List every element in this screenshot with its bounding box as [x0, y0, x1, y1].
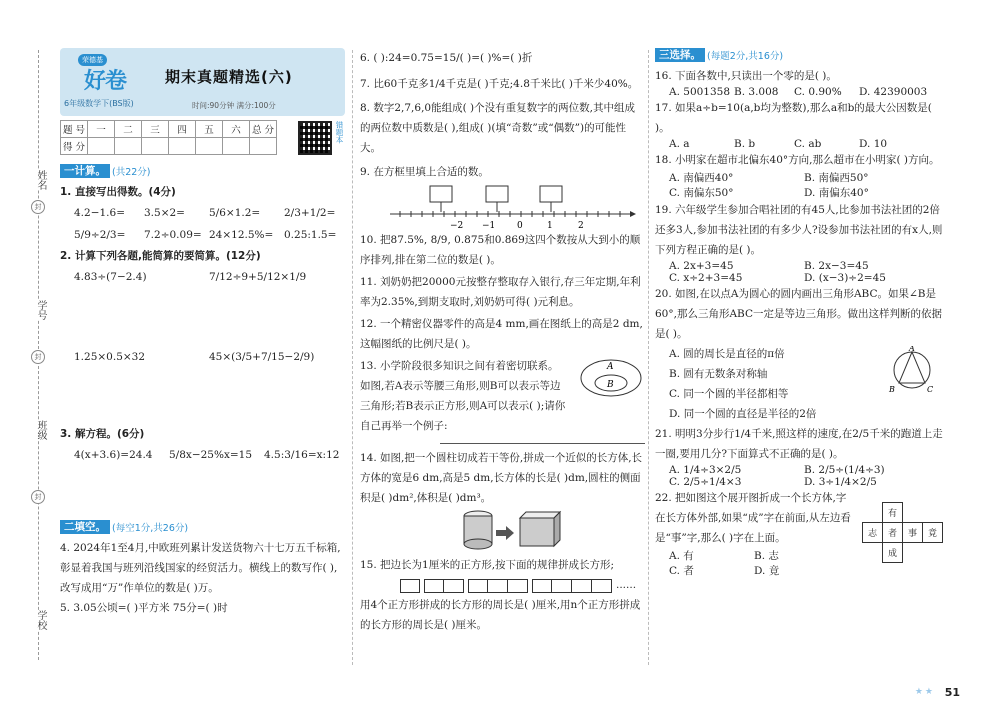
q3-row	[60, 444, 345, 514]
net-cell: 有	[883, 503, 903, 523]
option[interactable]: C. 2/5÷1/4×3	[669, 476, 742, 488]
option[interactable]: D. (x−3)÷2=45	[804, 272, 886, 284]
q21-options	[655, 464, 945, 476]
section-note: (共22分)	[112, 167, 151, 178]
binding-dot: 封	[31, 490, 45, 504]
tick-marks	[400, 211, 620, 217]
pattern-ellipsis: ......	[616, 579, 637, 591]
binding-school-label: 学校	[28, 610, 48, 630]
section-note: (每空1分,共26分)	[112, 523, 189, 534]
score-header-cell: 题 号	[61, 121, 88, 138]
score-header-cell: 三	[142, 121, 169, 138]
q17-options	[655, 138, 945, 150]
score-cell[interactable]	[169, 138, 196, 155]
number-line	[380, 184, 645, 230]
question-13: 13. 小学阶段很多知识之间有着密切联系。如图,若A表示等腰三角形,则B可以表示等边三角形;若B表示正方形,则A可以表示( );请你自己再举一个例子:	[360, 360, 566, 432]
option[interactable]: D. 42390003	[859, 86, 928, 98]
option[interactable]: C. 同一个圆的半径都相等	[669, 388, 789, 400]
question-12: 12. 一个精密仪器零件的高是4 mm,画在图纸上的高是2 dm,这幅图纸的比例尺是( )。	[360, 318, 643, 350]
tick-label: 0	[517, 221, 523, 230]
pattern-3	[468, 579, 528, 593]
question-9: 9. 在方框里填上合适的数。	[360, 166, 489, 178]
option[interactable]: A. 5001358	[669, 86, 731, 98]
section-choice-header	[655, 48, 945, 62]
option[interactable]: C. 南偏东50°	[669, 187, 734, 199]
grade-label: 6年级数学下(BS版)	[64, 99, 134, 108]
binding-class-label: 班级	[28, 420, 48, 440]
binding-name-label: 姓名	[28, 170, 48, 190]
q1-row	[60, 202, 345, 224]
section-note: (每题2分,共16分)	[707, 51, 784, 62]
q1-item: 7.2÷0.09=	[144, 229, 202, 241]
score-area	[60, 120, 345, 158]
brand-logo	[66, 54, 138, 98]
answer-box	[540, 186, 562, 202]
venn-diagram	[579, 358, 643, 398]
score-header-cell: 五	[196, 121, 223, 138]
option[interactable]: B. 圆有无数条对称轴	[669, 368, 768, 380]
arrow-icon	[496, 526, 514, 540]
question-13-wrap	[360, 356, 645, 444]
question-22: 22. 把如图这个展开图折成一个长方体,字在长方体外部,如果“成”字在前面,从左边看是“事”字,那么( )字在上面。	[655, 492, 851, 544]
pattern-2	[424, 579, 464, 593]
point-label: C	[927, 385, 934, 394]
q2-row	[60, 346, 345, 424]
question-10: 10. 把87.5%, 8/9, 0.875和0.869这四个数按从大到小的顺序排列,排在第二位的数是( )。	[360, 234, 641, 266]
point-label: B	[889, 385, 895, 394]
option[interactable]: D. 南偏东40°	[804, 187, 869, 199]
venn-label-a: A	[607, 362, 614, 372]
venn-label-b: B	[607, 380, 614, 390]
question-6: 6. ( ):24=0.75=15/( )=( )%=( )折	[360, 52, 533, 64]
page-title: 期末真题精选(六)	[165, 68, 293, 86]
question-22-wrap	[655, 488, 945, 578]
binding-number-label: 学号	[28, 300, 48, 320]
q1-item: 5/6×1.2=	[209, 207, 261, 219]
option[interactable]: C. ab	[794, 138, 822, 150]
qr-code-icon[interactable]	[298, 121, 332, 155]
q19-options	[655, 272, 945, 284]
column-divider	[352, 50, 353, 665]
question-3: 3. 解方程。(6分)	[60, 428, 145, 440]
publisher-badge: 荣德基	[78, 54, 107, 66]
question-2: 2. 计算下列各题,能简算的要简算。(12分)	[60, 250, 261, 262]
net-cell: 竟	[923, 523, 943, 543]
option[interactable]: B. b	[734, 138, 756, 150]
qr-label: 错题本	[335, 121, 344, 144]
option[interactable]: A. 2x+3=45	[669, 260, 734, 272]
q18-options	[655, 170, 945, 185]
question-8: 8. 数字2,7,6,0能组成( )个没有重复数字的两位数,其中组成的两位数中质数是( ),组成( )(填“奇数”或“偶数”)的可能性大。	[360, 102, 635, 154]
section-tag: 一计算。	[60, 164, 110, 178]
tick-label: −2	[450, 221, 464, 230]
answer-box	[430, 186, 452, 202]
q2-item: 45×(3/5+7/15−2/9)	[209, 351, 315, 363]
question-21: 21. 明明3分步行1/4千米,照这样的速度,在2/5千米的跑道上走一圈,要用几分?下面算式不正确的是( )。	[655, 428, 943, 460]
q2-item: 7/12÷9+5/12×1/9	[209, 271, 307, 283]
score-header-cell: 总 分	[250, 121, 277, 138]
net-cell: 成	[883, 543, 903, 563]
option[interactable]: C. 者	[669, 565, 694, 577]
score-header-cell: 四	[169, 121, 196, 138]
tick-label: 2	[578, 221, 584, 230]
score-cell[interactable]	[223, 138, 250, 155]
q19-options	[655, 260, 945, 272]
section-fill-header	[60, 520, 345, 534]
option[interactable]: D. 同一个圆的直径是半径的2倍	[669, 408, 817, 420]
question-19: 19. 六年级学生参加合唱社团的有45人,比参加书法社团的2倍还多3人,参加书法社团的有多少人?设参加书法社团的有x人,则下列方程正确的是( )。	[655, 204, 943, 256]
question-16: 16. 下面各数中,只读出一个零的是( )。	[655, 70, 837, 82]
score-table	[60, 120, 277, 155]
question-11: 11. 刘奶奶把20000元按整存整取存入银行,存三年定期,年利率为2.35%,到期支取时,刘奶奶可得( )元利息。	[360, 276, 641, 308]
net-cell: 事	[903, 523, 923, 543]
cube-net	[862, 502, 943, 563]
option[interactable]: B. 南偏西50°	[804, 172, 869, 184]
column-2	[360, 48, 645, 635]
tick-label: 1	[547, 221, 553, 230]
question-14: 14. 如图,把一个圆柱切成若干等份,拼成一个近似的长方体,长方体的宽是6 dm,高是5 dm,长方体的长是( )dm,圆柱的侧面积是( )dm²,体积是( )dm³。	[360, 452, 643, 504]
score-header-cell: 二	[115, 121, 142, 138]
option[interactable]: A. 1/4÷3×2/5	[669, 464, 742, 476]
score-header-cell: 六	[223, 121, 250, 138]
option[interactable]: D. 10	[859, 138, 888, 150]
q1-item: 0.25:1.5=	[284, 229, 337, 241]
answer-line[interactable]	[440, 436, 645, 444]
exam-meta: 时间:90分钟 满分:100分	[192, 101, 276, 110]
section-calc-header	[60, 164, 345, 178]
question-18: 18. 小明家在超市北偏东40°方向,那么超市在小明家( )方向。	[655, 154, 940, 166]
option[interactable]: A. 圆的周长是直径的π倍	[669, 348, 785, 360]
q22-options	[655, 563, 945, 578]
column-divider	[648, 50, 649, 665]
option[interactable]: A. 有	[669, 550, 694, 562]
option[interactable]: A. 南偏西40°	[669, 172, 734, 184]
q1-item: 2/3+1/2=	[284, 207, 336, 219]
question-15: 15. 把边长为1厘米的正方形,按下面的规律拼成长方形;	[360, 559, 615, 571]
option[interactable]: B. 2x−3=45	[804, 260, 869, 272]
score-cell[interactable]	[88, 138, 115, 155]
section-tag: 二填空。	[60, 520, 110, 534]
square-pattern	[400, 579, 645, 593]
q2-item: 4.83÷(7−2.4)	[74, 271, 147, 283]
pattern-4	[532, 579, 612, 593]
decorative-stars-icon: ★★	[914, 687, 935, 697]
circle-triangle-figure	[887, 346, 937, 398]
option[interactable]: D. 3÷1/4×2/5	[804, 476, 877, 488]
option[interactable]: B. 2/5÷(1/4÷3)	[804, 464, 885, 476]
q3-item: 4(x+3.6)=24.4	[74, 449, 153, 461]
option[interactable]: B. 3.008	[734, 86, 779, 98]
q1-item: 5/9÷2/3=	[74, 229, 126, 241]
score-cell[interactable]	[250, 138, 277, 155]
column-3	[655, 48, 945, 578]
q21-options	[655, 476, 945, 488]
q1-item: 4.2−1.6=	[74, 207, 125, 219]
page-number: 51	[944, 686, 960, 699]
q1-item: 24×12.5%=	[209, 229, 274, 241]
binding-strip	[28, 50, 50, 660]
q1-row	[60, 224, 345, 246]
q16-options	[655, 86, 945, 98]
q3-item: 4.5:3/16=x:12	[264, 449, 340, 461]
number-line-svg	[380, 184, 640, 230]
section-tag: 三选择。	[655, 48, 705, 62]
question-4: 4. 2024年1至4月,中欧班列累计发送货物六十七万五千标箱,彰显着我国与班列沿线国家的经贸活力。横线上的数写作( ),改写成用“万”作单位的数是( )万。	[60, 542, 341, 594]
cylinder-figure	[360, 508, 645, 552]
column-1	[60, 48, 345, 618]
q2-item: 1.25×0.5×32	[74, 351, 146, 363]
option[interactable]: C. x÷2+3=45	[669, 272, 743, 284]
answer-box	[486, 186, 508, 202]
score-cell[interactable]	[115, 138, 142, 155]
option[interactable]: D. 竟	[754, 565, 780, 577]
question-20: 20. 如图,在以点A为圆心的圆内画出三角形ABC。如果∠B是60°,那么三角形ABC一定是等边三角形。做出这样判断的依据是( )。	[655, 288, 942, 340]
tick-label: −1	[482, 221, 496, 230]
binding-dot: 封	[31, 350, 45, 364]
net-cell: 者	[883, 523, 903, 543]
score-header-cell: 一	[88, 121, 115, 138]
q20-options-wrap	[655, 344, 945, 424]
q1-item: 3.5×2=	[144, 207, 185, 219]
q3-item: 5/8x−25%x=15	[169, 449, 253, 461]
question-7: 7. 比60千克多1/4千克是( )千克;4.8千米比( )千米少40%。	[360, 78, 639, 90]
binding-dot: 封	[31, 200, 45, 214]
point-label: A	[909, 346, 915, 353]
axis-arrow-icon	[630, 211, 636, 217]
logo-text: 好卷	[84, 69, 127, 94]
option[interactable]: B. 志	[754, 550, 779, 562]
score-cell[interactable]	[196, 138, 223, 155]
score-row-label: 得 分	[61, 138, 88, 155]
score-cell[interactable]	[142, 138, 169, 155]
header-banner	[60, 48, 345, 116]
q2-row	[60, 266, 345, 346]
question-17: 17. 如果a÷b=10(a,b均为整数),那么a和b的最大公因数是( )。	[655, 102, 932, 134]
question-15b: 用4个正方形拼成的长方形的周长是( )厘米,用n个正方形拼成的长方形的周长是( )厘米。	[360, 599, 641, 631]
question-5: 5. 3.05公顷=( )平方米 75分=( )时	[60, 602, 228, 614]
q18-options	[655, 185, 945, 200]
net-cell: 志	[863, 523, 883, 543]
question-1: 1. 直接写出得数。(4分)	[60, 186, 176, 198]
option[interactable]: C. 0.90%	[794, 86, 842, 98]
option[interactable]: A. a	[669, 138, 690, 150]
